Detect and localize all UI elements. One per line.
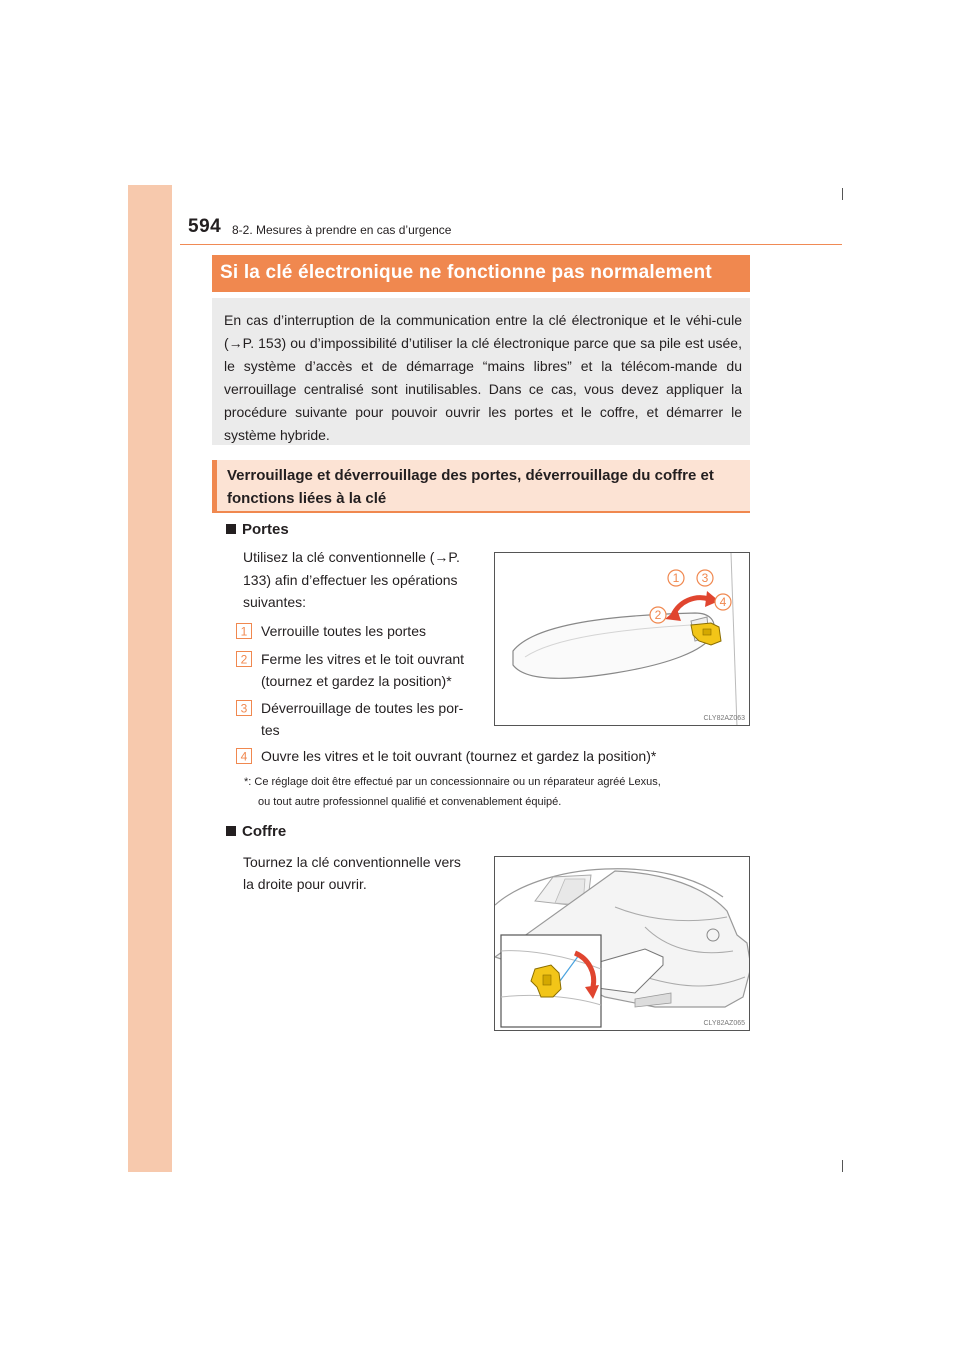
svg-text:1: 1 [240, 624, 248, 639]
number-marker-4 [236, 748, 252, 764]
doors-intro-line-1: Utilisez la clé conventionnelle (→P. [243, 549, 460, 565]
number-marker-3 [236, 700, 252, 716]
crop-mark-bottom [842, 1160, 843, 1172]
svg-text:4: 4 [240, 749, 248, 764]
crop-mark-top [842, 188, 843, 200]
svg-text:1: 1 [672, 571, 680, 585]
svg-text:4: 4 [719, 595, 727, 609]
figure-code: CLY82AZ063 [703, 715, 745, 722]
header-divider [180, 244, 842, 245]
sub-heading-line-2: fonctions liées à la clé [227, 490, 387, 507]
svg-text:2: 2 [654, 608, 662, 622]
trunk-text-line-2: la droite pour ouvrir. [243, 876, 367, 892]
trunk-illustration [495, 857, 750, 1031]
list-item-2-line-2: (tournez et gardez la position)* [261, 673, 452, 689]
intro-text: En cas d’interruption de la communication entre la clé électronique et le véhi-cule (→P. 153) ou d’impossibilité d’utiliser la clé électronique parce que sa pile est usée, le système d’accès et de démarrage “mains libres” et la télécom-mande du verrouillage centralisé sont inutilisables. Dans ce cas, vous devez appliquer la procédure suivante pour pouvoir ouvrir les portes et le coffre, et démarrer le système hybride. [212, 298, 750, 445]
square-bullet-icon [226, 524, 236, 534]
svg-text:2: 2 [240, 652, 248, 667]
doors-intro-line-2: 133) afin d’effectuer les opérations [243, 572, 458, 588]
figure-marker-4 [714, 593, 732, 611]
trunk-title: Coffre [226, 823, 286, 840]
main-heading: Si la clé électronique ne fonctionne pas normalement [212, 255, 750, 292]
number-marker-1 [236, 623, 252, 639]
figure-marker-2 [649, 606, 667, 624]
list-item-3-line-1: Déverrouillage de toutes les por- [261, 700, 464, 716]
doors-intro-line-3: suivantes: [243, 594, 307, 610]
door-handle-figure [494, 552, 750, 726]
footnote [244, 772, 750, 812]
figure-marker-1 [667, 569, 685, 587]
trunk-figure [494, 856, 750, 1031]
footnote-line-2: ou tout autre professionnel qualifié et convenablement équipé. [258, 796, 562, 808]
list-item-2-line-1: Ferme les vitres et le toit ouvrant [261, 651, 465, 667]
list-item-1-line-1: Verrouille toutes les portes [261, 623, 426, 639]
footnote-line-1: *: Ce réglage doit être effectué par un concessionnaire ou un réparateur agréé Lexus, [244, 776, 661, 788]
svg-text:3: 3 [240, 701, 248, 716]
side-tab-bar [128, 185, 172, 1172]
section-reference: 8-2. Mesures à prendre en cas d’urgence [232, 223, 452, 237]
figure-code: CLY82AZ065 [703, 1020, 745, 1027]
figure-marker-3 [696, 569, 714, 587]
sub-heading-line-1: Verrouillage et déverrouillage des portes, déverrouillage du coffre et [227, 467, 714, 484]
svg-text:3: 3 [701, 571, 709, 585]
list-item-3-line-2: tes [261, 722, 280, 738]
number-marker-2 [236, 651, 252, 667]
trunk-text-line-1: Tournez la clé conventionnelle vers [243, 854, 461, 870]
sub-heading [212, 460, 750, 513]
square-bullet-icon [226, 826, 236, 836]
list-item-4-line-1: Ouvre les vitres et le toit ouvrant (tournez et gardez la position)* [261, 748, 657, 764]
page-number: 594 [188, 216, 222, 237]
doors-title: Portes [226, 521, 289, 538]
